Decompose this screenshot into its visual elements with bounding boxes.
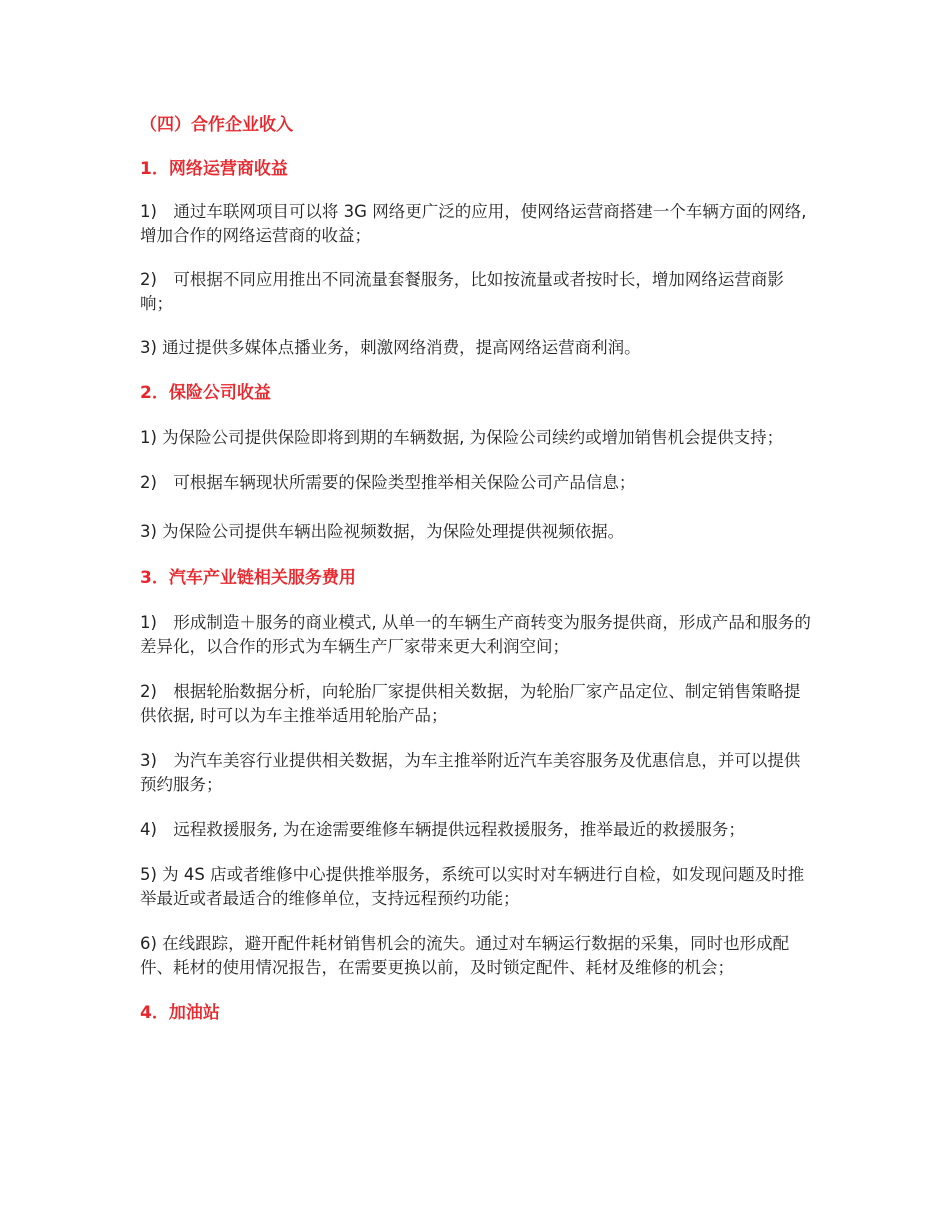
subsection-heading-gas-station: 4．加油站 [140,1003,220,1023]
document-page [140,112,812,1026]
section-title: （四）合作企业收入 [140,115,293,135]
list-item: 5) 为 4S 店或者维修中心提供推举服务，系统可以实时对车辆进行自检，如发现问题及时推举最近或者最适合的维修单位，支持远程预约功能； [140,865,805,908]
list-item: 3) 为汽车美容行业提供相关数据，为车主推举附近汽车美容服务及优惠信息，并可以提供预约服务； [140,751,801,794]
list-item: 1) 为保险公司提供保险即将到期的车辆数据, 为保险公司续约或增加销售机会提供支持； [140,428,784,447]
list-item: 3) 通过提供多媒体点播业务，刺激网络消费，提高网络运营商利润。 [140,338,641,357]
list-item: 2) 可根据不同应用推出不同流量套餐服务，比如按流量或者按时长，增加网络运营商影响； [140,270,784,313]
list-item: 6) 在线跟踪，避开配件耗材销售机会的流失。通过对车辆运行数据的采集，同时也形成配件、耗材的使用情况报告，在需要更换以前，及时锁定配件、耗材及维修的机会； [140,934,790,977]
list-item: 2) 根据轮胎数据分析，向轮胎厂家提供相关数据，为轮胎厂家产品定位、制定销售策略提供依据, 时可以为车主推举适用轮胎产品； [140,682,801,725]
list-item: 4) 远程救援服务, 为在途需要维修车辆提供远程救援服务，推举最近的救援服务； [140,820,745,839]
subsection-heading-auto-industry: 3．汽车产业链相关服务费用 [140,568,356,588]
list-item: 1) 形成制造＋服务的商业模式, 从单一的车辆生产商转变为服务提供商，形成产品和服务的差异化，以合作的形式为车辆生产厂家带来更大利润空间； [140,613,811,656]
list-item: 3) 为保险公司提供车辆出险视频数据，为保险处理提供视频依据。 [140,522,625,541]
list-item: 2) 可根据车辆现状所需要的保险类型推举相关保险公司产品信息； [140,473,636,492]
subsection-heading-insurance: 2．保险公司收益 [140,383,271,403]
list-item: 1) 通过车联网项目可以将 3G 网络更广泛的应用，使网络运营商搭建一个车辆方面的网络, 增加合作的网络运营商的收益； [140,202,807,245]
subsection-heading-network-operator: 1．网络运营商收益 [140,159,288,179]
